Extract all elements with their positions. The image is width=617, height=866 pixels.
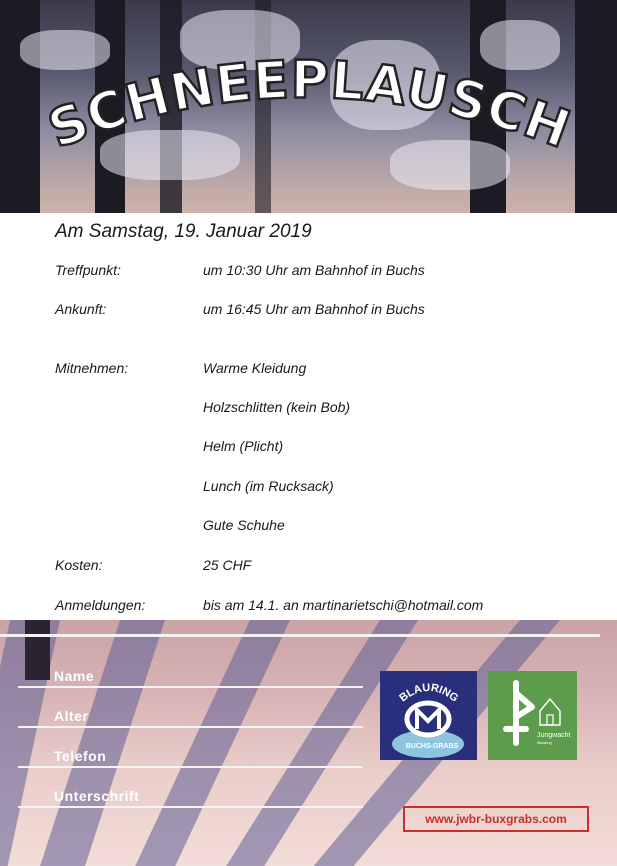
bring-item: Lunch (im Rucksack) [203, 478, 334, 494]
phone-field-line[interactable] [18, 766, 363, 768]
tree-trunk [25, 620, 50, 680]
event-details [0, 213, 617, 620]
bring-item: Gute Schuhe [203, 517, 285, 533]
jungwacht-logo-subtext: Blauring [537, 740, 552, 745]
page-title: SCHNEEPLAUSCH [40, 50, 579, 161]
bring-label: Mitnehmen: [55, 360, 129, 376]
signature-field-line[interactable] [18, 806, 363, 808]
age-field-line[interactable] [18, 726, 363, 728]
blauring-logo-subtext: BUCHS-GRABS [405, 743, 459, 750]
bring-item: Warme Kleidung [203, 360, 307, 376]
bring-item: Helm (Plicht) [203, 438, 284, 454]
bring-item: Holzschlitten (kein Bob) [203, 399, 351, 415]
event-date: Am Samstag, 19. Januar 2019 [55, 221, 312, 242]
name-field-line[interactable] [18, 686, 363, 688]
website-link[interactable]: www.jwbr-buxgrabs.com [403, 806, 589, 832]
meeting-point-label: Treffpunkt: [55, 262, 121, 278]
footer-snow-image [0, 620, 617, 866]
svg-text:SCHNEEPLAUSCH [41, 50, 579, 160]
title-arc [0, 0, 617, 213]
phone-field-label: Telefon [54, 748, 107, 764]
age-field-label: Alter [54, 708, 89, 724]
name-field-label: Name [54, 668, 95, 684]
blauring-logo-text: BLAURING [397, 681, 461, 705]
divider [0, 634, 600, 637]
jungwacht-logo-text: Jungwacht [537, 732, 571, 739]
meeting-point-value: um 10:30 Uhr am Bahnhof in Buchs [203, 262, 425, 278]
signup-label: Anmeldungen: [55, 597, 146, 613]
header-forest-image [0, 0, 617, 213]
blauring-logo [380, 671, 477, 760]
cost-value: 25 CHF [203, 557, 252, 573]
cost-label: Kosten: [55, 557, 103, 573]
jungwacht-logo [488, 671, 577, 760]
signature-field-label: Unterschrift [54, 788, 140, 804]
arrival-value: um 16:45 Uhr am Bahnhof in Buchs [203, 301, 425, 317]
signup-value: bis am 14.1. an martinarietschi@hotmail.com [203, 597, 484, 613]
arrival-label: Ankunft: [55, 301, 107, 317]
